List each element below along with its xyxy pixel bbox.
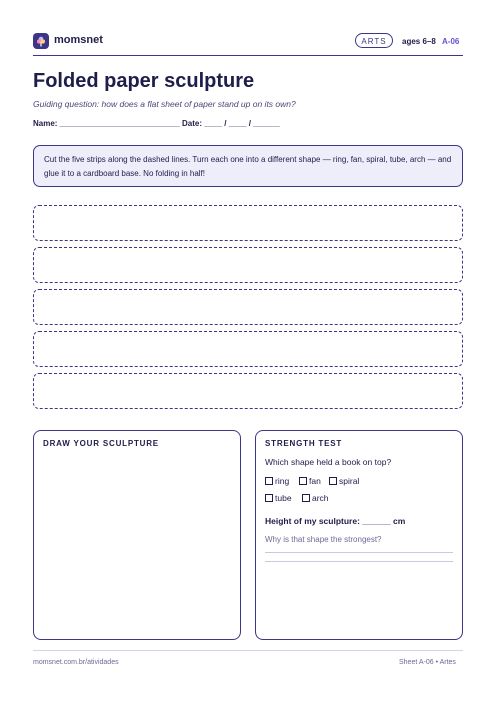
checkbox-icon[interactable] [302, 494, 310, 502]
cut-strip-5[interactable] [33, 373, 463, 409]
cut-strip-3[interactable] [33, 289, 463, 325]
page-title: Folded paper sculpture [33, 70, 255, 92]
age-range: ages 6–8 [402, 37, 436, 46]
guiding-question: Guiding question: how does a flat sheet of paper stand up on its own? [33, 99, 296, 109]
checkbox-icon[interactable] [265, 494, 273, 502]
height-line[interactable]: Height of my sculpture: ______ cm [265, 516, 406, 526]
header-divider [33, 55, 463, 56]
instructions-text: Cut the five strips along the dashed lines. Turn each one into a different shape — ring, fan, spiral, tube, arch — and glue it to a cardboard base. No folding in half! [44, 155, 452, 178]
checkbox-icon[interactable] [265, 477, 273, 485]
subject-badge: ARTS [355, 33, 393, 48]
option-spiral[interactable]: spiral [329, 476, 359, 486]
checkbox-icon[interactable] [329, 477, 337, 485]
flower-icon [33, 33, 49, 49]
option-ring[interactable]: ring [265, 476, 289, 486]
why-prompt: Why is that shape the strongest? [265, 535, 382, 544]
option-tube[interactable]: tube [265, 493, 292, 503]
checkbox-icon[interactable] [299, 477, 307, 485]
draw-panel[interactable] [33, 430, 241, 640]
footer-url: momsnet.com.br/atividades [33, 659, 119, 666]
instructions-callout [33, 145, 463, 187]
brand-logo [33, 33, 49, 49]
name-date-line[interactable]: Name: ___________________________ Date: ____ / ____ / ______ [33, 119, 280, 128]
strength-panel-title: STRENGTH TEST [265, 439, 343, 448]
answer-line-2[interactable] [265, 561, 453, 562]
draw-panel-title: DRAW YOUR SCULPTURE [43, 439, 159, 448]
option-arch[interactable]: arch [302, 493, 329, 503]
strength-panel [255, 430, 463, 640]
brand-name: momsnet [54, 34, 103, 46]
cut-strip-4[interactable] [33, 331, 463, 367]
cut-strip-1[interactable] [33, 205, 463, 241]
strength-question: Which shape held a book on top? [265, 457, 392, 467]
footer-sheet: Sheet A-06 • Artes [399, 659, 456, 666]
footer-divider [33, 650, 463, 651]
answer-line-1[interactable] [265, 552, 453, 553]
option-fan[interactable]: fan [299, 476, 321, 486]
cut-strip-2[interactable] [33, 247, 463, 283]
sheet-code: A-06 [442, 37, 460, 46]
